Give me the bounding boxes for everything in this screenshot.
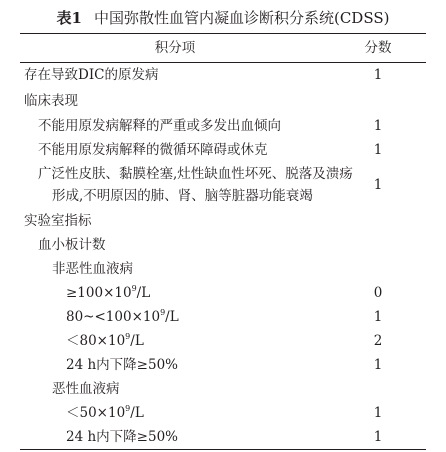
- row-score: 1: [373, 405, 383, 421]
- subsection-heading: 非恶性血液病: [52, 261, 133, 277]
- table-title: 中国弥散性血管内凝血诊断积分系统(CDSS): [93, 9, 390, 27]
- row-label-continuation: 形成,不明原因的肺、肾、脑等脏器功能衰竭: [52, 188, 313, 204]
- row-label: 不能用原发病解释的严重或多发出血倾向: [38, 118, 281, 134]
- subsection-heading: 血小板计数: [38, 237, 106, 253]
- row-label: 24 h内下降≥50%: [66, 429, 178, 445]
- row-label: 24 h内下降≥50%: [66, 357, 178, 373]
- row-score: 1: [373, 118, 383, 134]
- row-label: $<80\times 10^9/L$: [66, 331, 144, 349]
- row-label: 存在导致DIC的原发病: [24, 67, 159, 83]
- table-caption: [0, 9, 446, 27]
- row-label: $80\sim<100\times 10^9/L$: [66, 307, 179, 325]
- row-label: 不能用原发病解释的微循环障碍或休克: [38, 142, 268, 158]
- row-score: 1: [373, 177, 383, 193]
- section-heading: 实验室指标: [24, 213, 92, 229]
- table-number: 表1: [56, 9, 82, 27]
- row-label: $\ge 100\times 10^9/L$: [66, 283, 151, 301]
- column-header-score: 分数: [364, 40, 392, 56]
- table-row: [0, 164, 446, 208]
- subsection-heading: 恶性血液病: [52, 381, 120, 397]
- row-score: 2: [373, 333, 383, 349]
- header-rule: [20, 62, 426, 63]
- section-heading: 临床表现: [24, 93, 78, 109]
- row-label: $<50\times 10^9/L$: [66, 403, 144, 421]
- row-score: 0: [373, 285, 383, 301]
- column-header-item: 积分项: [154, 40, 196, 56]
- row-score: 1: [373, 142, 383, 158]
- row-score: 1: [373, 429, 383, 445]
- row-score: 1: [373, 67, 383, 83]
- row-score: 1: [373, 357, 383, 373]
- row-score: 1: [373, 309, 383, 325]
- row-label: 广泛性皮肤、黏膜栓塞,灶性缺血性坏死、脱落及溃疡: [38, 166, 353, 182]
- top-rule: [20, 33, 426, 34]
- bottom-rule: [20, 449, 426, 450]
